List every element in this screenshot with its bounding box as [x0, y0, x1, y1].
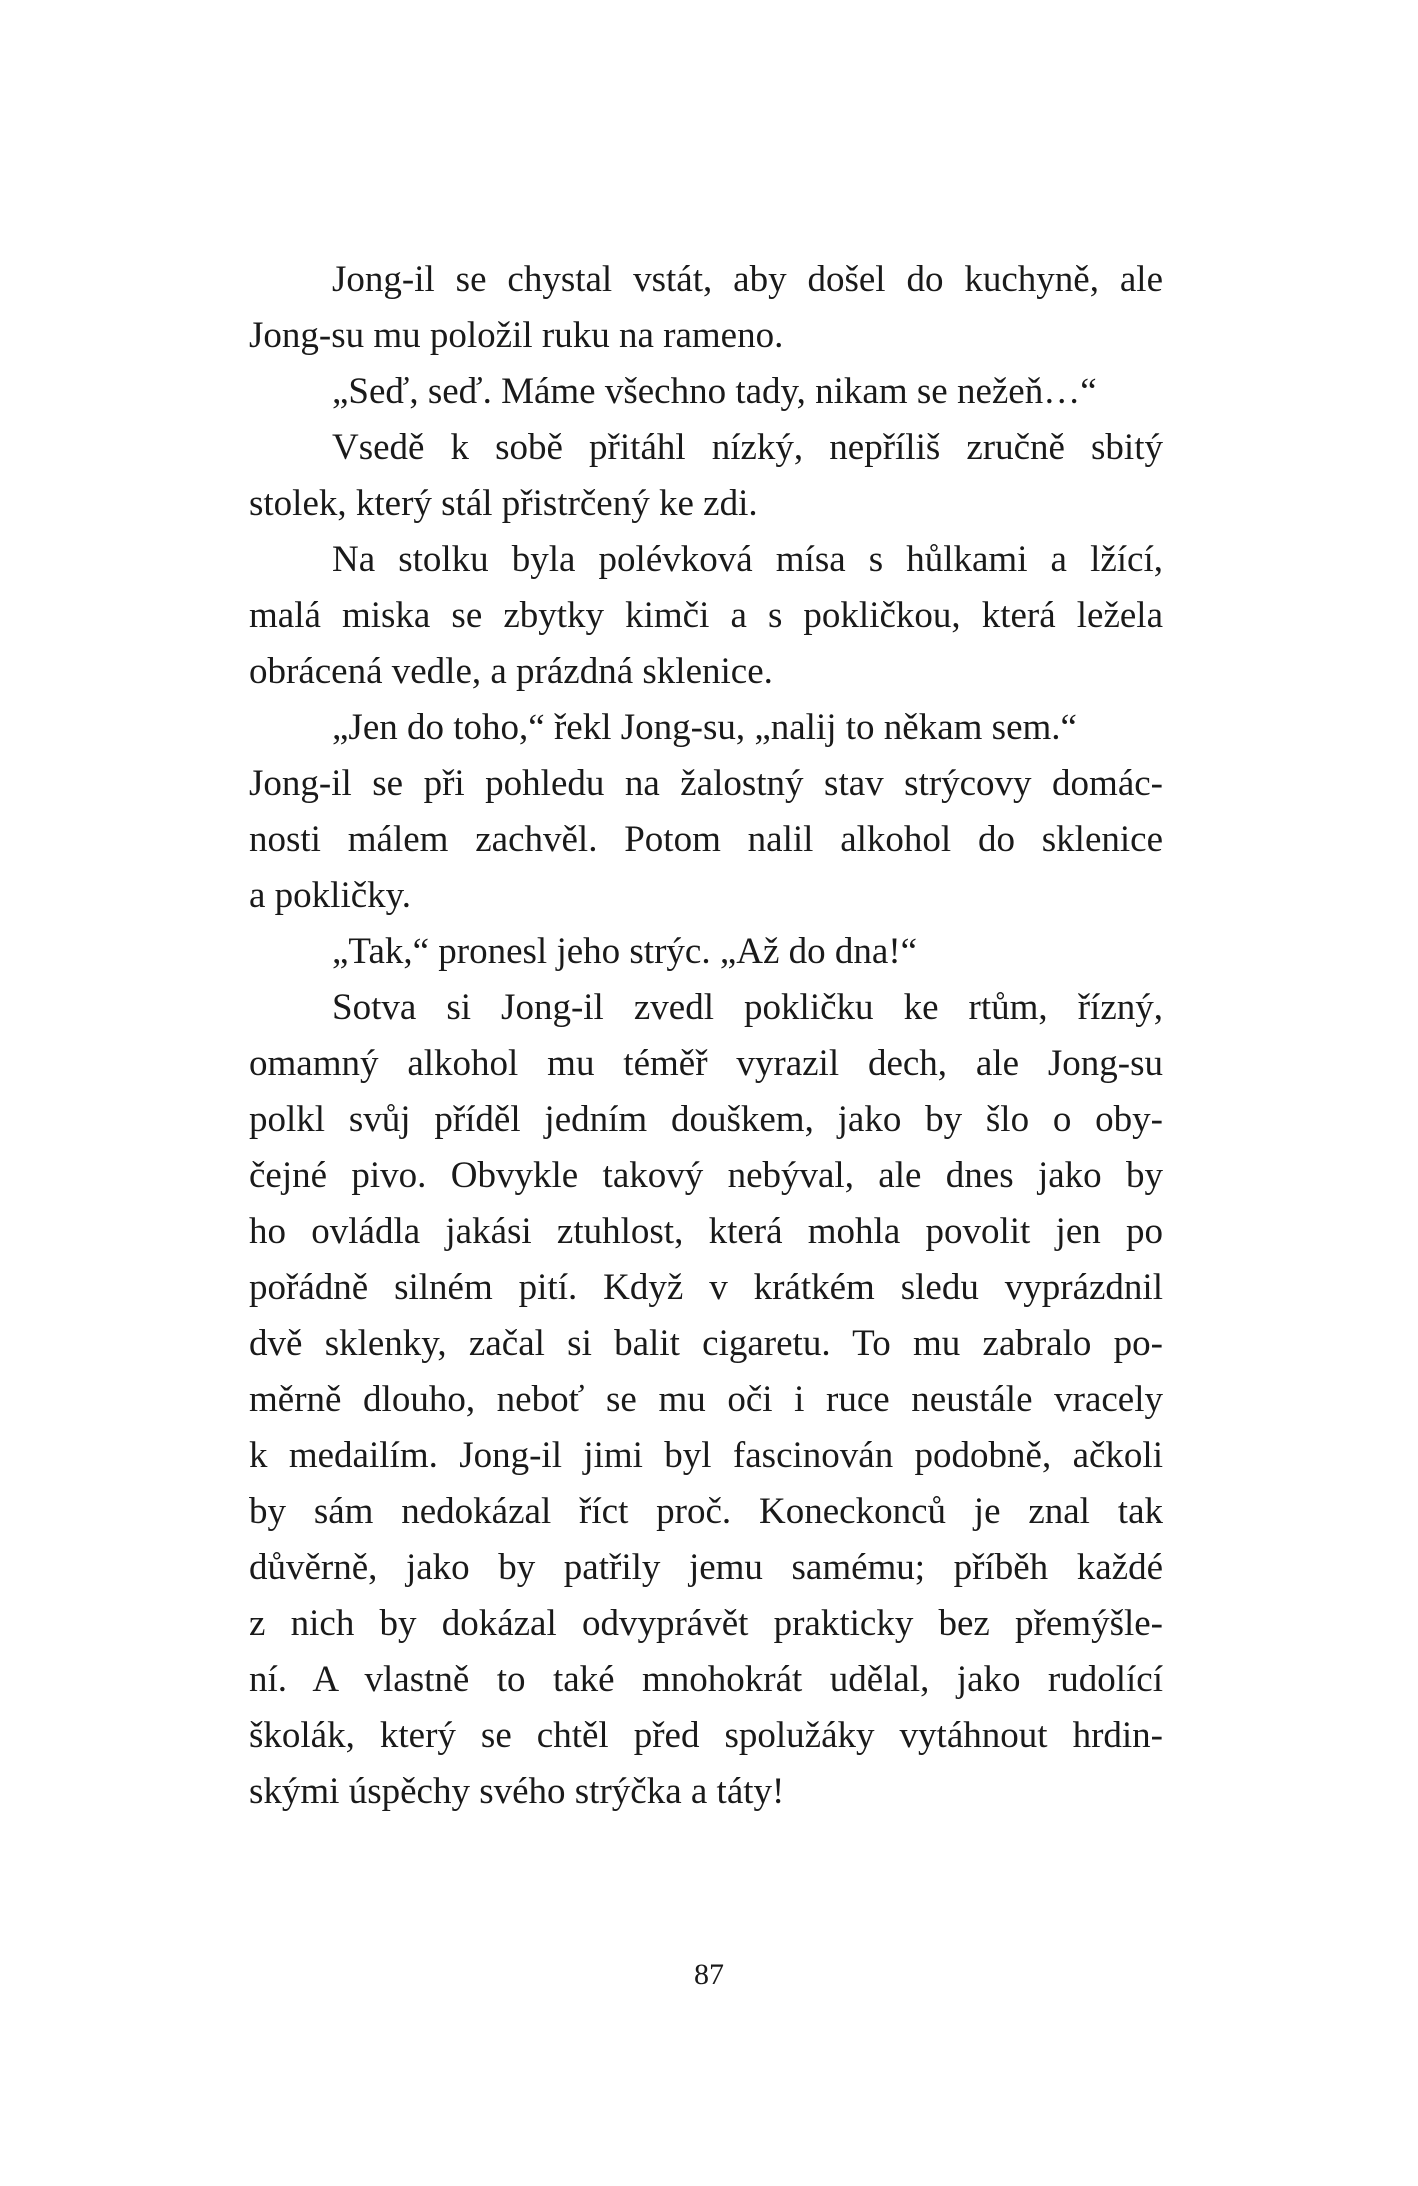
text-line: Sotva si Jong-il zvedl pokličku ke rtům, řízný,	[332, 987, 1163, 1028]
text-line: omamný alkohol mu téměř vyrazil dech, ale Jong-su	[249, 1043, 1163, 1084]
text-line: čejné pivo. Obvykle takový nebýval, ale dnes jako by	[249, 1155, 1163, 1196]
text-line: skými úspěchy svého strýčka a táty!	[249, 1771, 785, 1812]
text-line: měrně dlouho, neboť se mu oči i ruce neustále vracely	[249, 1379, 1163, 1420]
text-line: Jong-su mu položil ruku na rameno.	[249, 315, 784, 356]
text-line: by sám nedokázal říct proč. Koneckonců je znal tak	[249, 1491, 1163, 1532]
text-line: Na stolku byla polévková mísa s hůlkami a lžící,	[332, 539, 1163, 580]
text-line: pořádně silném pití. Když v krátkém sledu vyprázdnil	[249, 1267, 1163, 1308]
text-line: „Seď, seď. Máme všechno tady, nikam se nežeň…“	[332, 371, 1097, 412]
text-line: důvěrně, jako by patřily jemu samému; příběh každé	[249, 1547, 1163, 1588]
page-number: 87	[694, 1958, 724, 1991]
text-line: malá miska se zbytky kimči a s pokličkou, která ležela	[249, 595, 1163, 636]
text-line: stolek, který stál přistrčený ke zdi.	[249, 483, 758, 524]
text-line: Vsedě k sobě přitáhl nízký, nepříliš zručně sbitý	[332, 427, 1163, 468]
text-line: nosti málem zachvěl. Potom nalil alkohol do sklenice	[249, 819, 1163, 860]
text-line: ho ovládla jakási ztuhlost, která mohla povolit jen po	[249, 1211, 1163, 1252]
text-line: „Tak,“ pronesl jeho strýc. „Až do dna!“	[332, 931, 918, 972]
text-line: ní. A vlastně to také mnohokrát udělal, jako rudolící	[249, 1659, 1163, 1700]
text-line: k medailím. Jong-il jimi byl fascinován podobně, ačkoli	[249, 1435, 1163, 1476]
text-line: obrácená vedle, a prázdná sklenice.	[249, 651, 773, 692]
text-line: dvě sklenky, začal si balit cigaretu. To mu zabralo po-	[249, 1323, 1163, 1364]
text-line: „Jen do toho,“ řekl Jong-su, „nalij to někam sem.“	[332, 707, 1077, 748]
text-line: polkl svůj příděl jedním douškem, jako by šlo o oby-	[249, 1099, 1163, 1140]
text-line: z nich by dokázal odvyprávět prakticky bez přemýšle-	[249, 1603, 1163, 1644]
text-line: Jong-il se při pohledu na žalostný stav strýcovy domác-	[249, 763, 1163, 804]
text-line: Jong-il se chystal vstát, aby došel do kuchyně, ale	[332, 259, 1163, 300]
text-line: školák, který se chtěl před spolužáky vytáhnout hrdin-	[249, 1715, 1163, 1756]
text-line: a pokličky.	[249, 875, 412, 916]
